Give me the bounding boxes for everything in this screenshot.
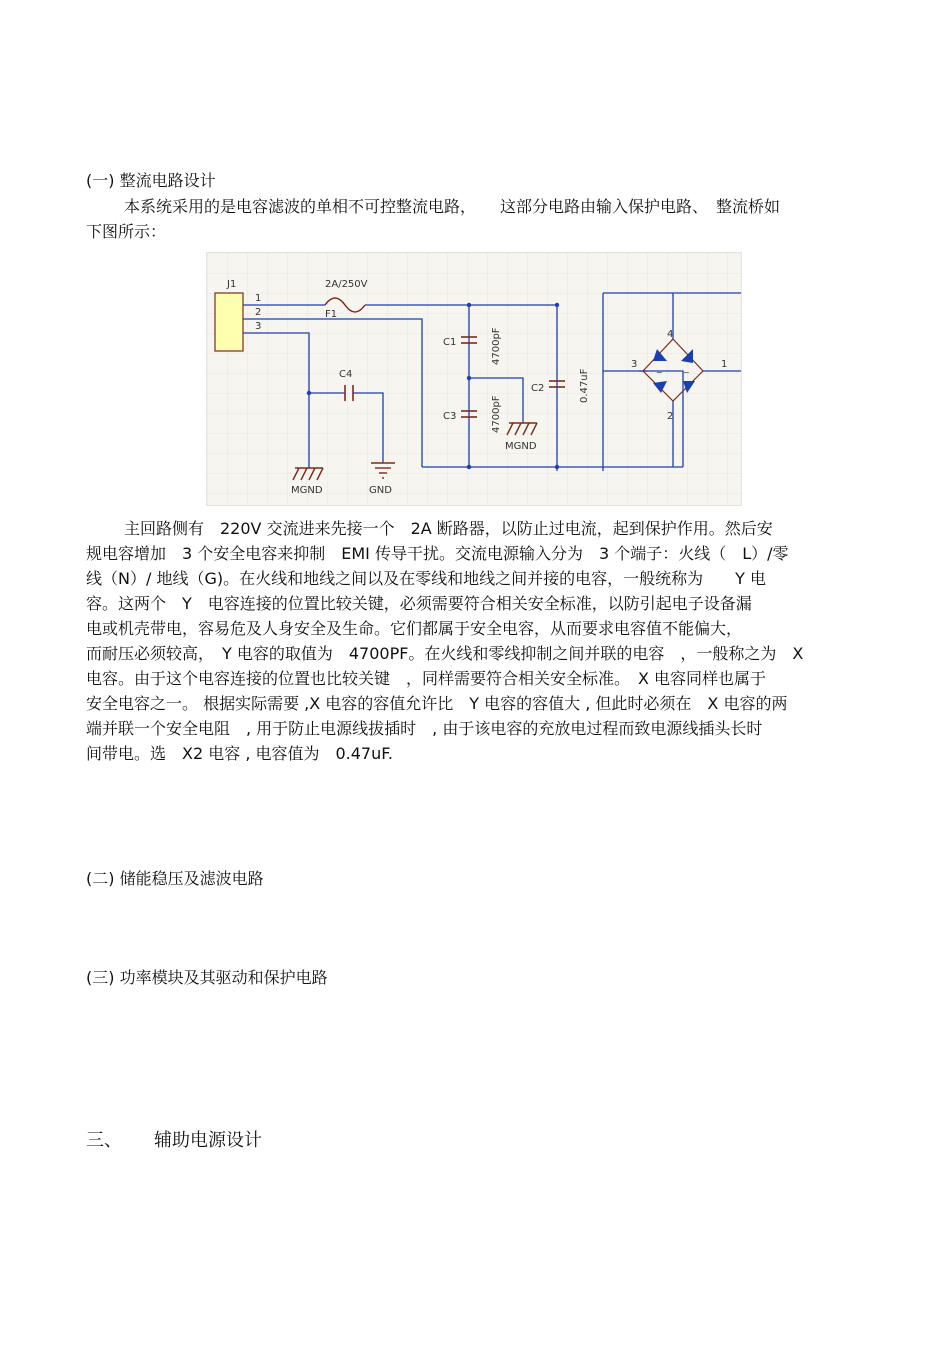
body-line: 安全电容之一。 根据实际需要 ,X 电容的容值允许比 Y 电容的容值大 , 但此时必须在 X 电容的两: [86, 694, 788, 713]
fuse-label: F1: [325, 309, 338, 320]
body-paragraph: [86, 516, 876, 766]
j1-pin-1: 1: [255, 293, 262, 304]
fuse-rating: 2A/250V: [325, 279, 368, 290]
intro-line: 下图所示：: [86, 222, 167, 241]
mgnd-left-label: MGND: [291, 485, 323, 496]
j1-pin-2: 2: [255, 307, 262, 318]
mgnd-mid-label: MGND: [505, 441, 537, 452]
bridge-pin-3: 3: [631, 359, 638, 370]
c1-value: 4700pF: [491, 327, 502, 365]
bridge-pin-4: 4: [667, 329, 674, 340]
schematic-svg: [207, 253, 741, 505]
j1-label: J1: [227, 279, 237, 290]
c1-label: C1: [443, 337, 457, 348]
svg-text:~: ~: [656, 368, 663, 377]
body-line: 电或机壳带电，容易危及人身安全及生命。它们都属于安全电容，从而要求电容值不能偏大，: [86, 619, 743, 638]
rectifier-schematic: [206, 252, 742, 506]
j1-pin-3: 3: [255, 321, 262, 332]
body-line: 主回路侧有 220V 交流进来先接一个 2A 断路器，以防止过电流，起到保护作用。然后安: [124, 519, 773, 538]
body-line: 线（N）/ 地线（G)。在火线和地线之间以及在零线和地线之间并接的电容，一般统称为 Y 电: [86, 569, 766, 588]
chapter-number: 三、: [86, 1130, 122, 1151]
section-heading-power-module: (三) 功率模块及其驱动和保护电路: [86, 968, 328, 987]
c4-label: C4: [339, 369, 353, 380]
intro-line: 本系统采用的是电容滤波的单相不可控整流电路， 这部分电路由输入保护电路、 整流桥如: [124, 197, 781, 216]
chapter-heading: [86, 1130, 262, 1152]
body-line: 电容。由于这个电容连接的位置也比较关键 ，同样需要符合相关安全标准。 X 电容同样也属于: [86, 669, 767, 688]
chapter-title: 辅助电源设计: [154, 1130, 262, 1151]
bridge-pin-2: 2: [667, 411, 674, 422]
c2-label: C2: [531, 383, 545, 394]
j1-connector: [215, 293, 243, 351]
section-heading-storage: (二) 储能稳压及滤波电路: [86, 869, 264, 888]
c2-value: 0.47uF: [579, 368, 590, 403]
body-line: 而耐压必须较高， Y 电容的取值为 4700PF。在火线和零线抑制之间并联的电容 ，一般称之为 X: [86, 644, 804, 663]
c3-label: C3: [443, 411, 457, 422]
bridge-pin-1: 1: [721, 359, 728, 370]
body-line: 规电容增加 3 个安全电容来抑制 EMI 传导干扰。交流电源输入分为 3 个端子：火线（ L）/零: [86, 544, 789, 563]
svg-text:~: ~: [683, 368, 690, 377]
section-heading-rectifier: (一) 整流电路设计: [86, 171, 216, 190]
c3-value: 4700pF: [491, 395, 502, 433]
intro-paragraph: [86, 194, 876, 244]
gnd-label: GND: [369, 485, 392, 496]
body-line: 容。这两个 Y 电容连接的位置比较关键，必须需要符合相关安全标准，以防引起电子设备漏: [86, 594, 752, 613]
body-line: 间带电。选 X2 电容 , 电容值为 0.47uF.: [86, 744, 393, 763]
body-line: 端并联一个安全电阻 , 用于防止电源线拔插时 , 由于该电容的充放电过程而致电源线插头长时: [86, 719, 763, 738]
